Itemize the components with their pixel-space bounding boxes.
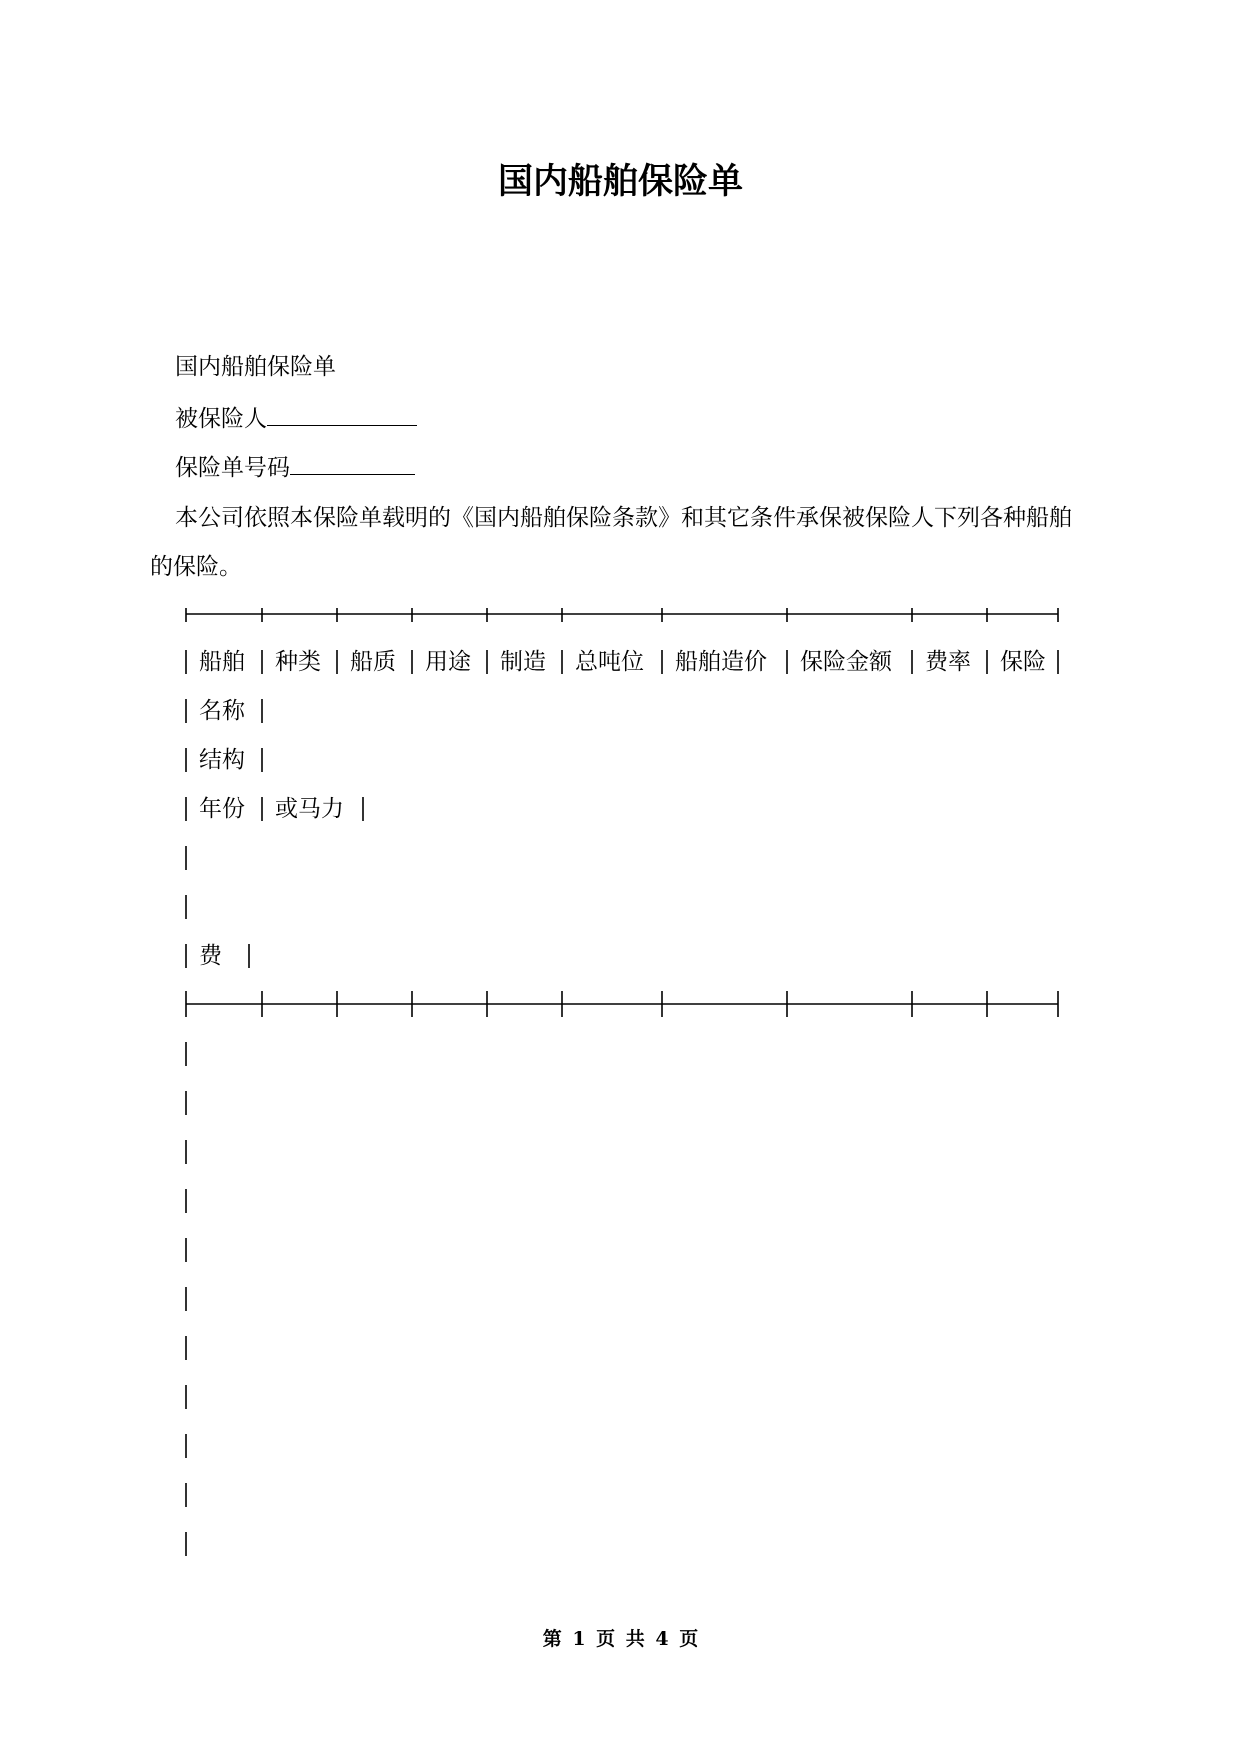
insured-label: 被保险人: [175, 406, 267, 432]
page-title: 国内船舶保险单: [497, 162, 743, 202]
header-cell: 或马力: [275, 796, 344, 822]
intro-paragraph: 本公司依照本保险单载明的《国内船舶保险条款》和其它条件承保被保险人下列各种船舶的保险。: [150, 505, 1072, 580]
header-cell: 制造: [500, 649, 546, 675]
header-cell: 年份: [199, 796, 245, 822]
header-cell: 船舶: [199, 649, 245, 675]
header-cell: 种类: [275, 649, 321, 675]
header-cell: 费率: [925, 649, 971, 675]
header-cell: 船舶造价: [675, 649, 767, 675]
policy-number-label: 保险单号码: [175, 455, 290, 481]
page-footer: 第 1 页 共 4 页: [542, 1628, 699, 1650]
header-cell: 保险金额: [800, 649, 892, 675]
header-cell: 费: [199, 943, 222, 969]
header-cell: 总吨位: [575, 649, 644, 675]
header-cell: 船质: [350, 649, 396, 675]
header-cell: 用途: [425, 649, 471, 675]
subtitle: 国内船舶保险单: [175, 354, 336, 380]
header-cell: 保险: [1000, 649, 1046, 675]
header-cell: 名称: [199, 698, 245, 724]
header-cell: 结构: [199, 747, 245, 773]
